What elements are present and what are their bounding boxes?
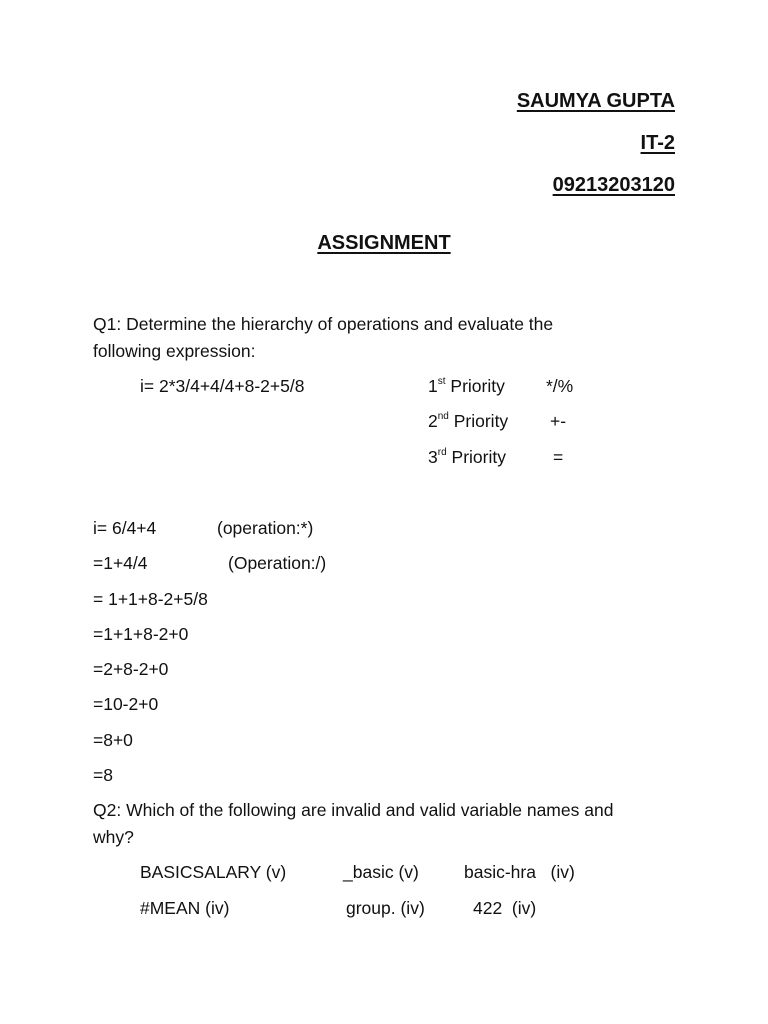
q2-question-line2: why? — [93, 827, 134, 847]
q2-row1-item2: _basic (v) — [343, 862, 419, 882]
q2-row1-item3: basic-hra (iv) — [464, 862, 575, 882]
q2-row2-item3: 422 (iv) — [473, 898, 537, 918]
priority-2-suffix: nd — [437, 411, 449, 423]
q1-question-line1: Q1: Determine the hierarchy of operations and evaluate the — [93, 314, 554, 334]
step-1-note: (operation:*) — [217, 518, 314, 538]
priority-3-number: 3 — [428, 447, 438, 467]
priority-1-suffix: st — [437, 376, 446, 388]
step-8-expression: =8 — [93, 765, 113, 785]
student-roll-number: 09213203120 — [552, 174, 675, 196]
priority-1-label: Priority — [450, 376, 505, 396]
q2-row2-item1: #MEAN (iv) — [140, 898, 230, 918]
priority-1-number: 1 — [428, 376, 438, 396]
priority-2 — [428, 411, 508, 432]
q2-row1-item1: BASICSALARY (v) — [140, 862, 287, 882]
priority-1-operators: */% — [546, 376, 574, 396]
priority-3-label: Priority — [451, 447, 506, 467]
q1-expression: i= 2*3/4+4/4+8-2+5/8 — [140, 376, 305, 396]
priority-2-label: Priority — [453, 411, 509, 431]
student-class: IT-2 — [640, 132, 675, 154]
step-6-expression: =10-2+0 — [93, 694, 159, 714]
student-name: SAUMYA GUPTA — [516, 90, 675, 112]
priority-3 — [428, 447, 506, 468]
priority-3-operators: = — [553, 447, 564, 467]
step-2-note: (Operation:/) — [228, 553, 327, 573]
q1-question-line2: following expression: — [93, 341, 256, 361]
priority-2-number: 2 — [428, 411, 438, 431]
priority-1 — [428, 376, 505, 397]
step-5-expression: =2+8-2+0 — [93, 659, 169, 679]
step-2-expression: =1+4/4 — [93, 553, 148, 573]
priority-2-operators: +- — [550, 411, 567, 431]
q2-row2-item2: group. (iv) — [346, 898, 425, 918]
priority-3-suffix: rd — [437, 447, 447, 459]
step-1-expression: i= 6/4+4 — [93, 518, 157, 538]
step-7-expression: =8+0 — [93, 730, 133, 750]
assignment-title: ASSIGNMENT — [317, 232, 451, 254]
step-4-expression: =1+1+8-2+0 — [93, 624, 189, 644]
q2-question-line1: Q2: Which of the following are invalid and valid variable names and — [93, 800, 614, 820]
step-3-expression: = 1+1+8-2+5/8 — [93, 589, 208, 609]
